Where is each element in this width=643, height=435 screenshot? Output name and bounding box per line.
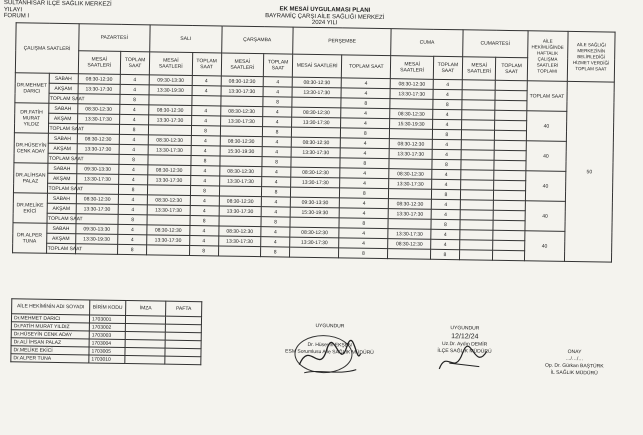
shift-hours-cell bbox=[147, 245, 190, 256]
schedule-table bbox=[12, 22, 616, 262]
doctor-name: DR.ALPER TUNA bbox=[13, 223, 47, 254]
doctor-row-unit-code: 1703002 bbox=[89, 323, 125, 332]
shift-total-cell: 8 bbox=[341, 98, 390, 109]
shift-label: AKŞAM bbox=[47, 203, 76, 213]
shift-hours-cell bbox=[390, 99, 433, 110]
shift-hours-cell bbox=[460, 180, 494, 191]
shift-label: SABAH bbox=[48, 103, 77, 113]
shift-total-cell: 4 bbox=[341, 118, 390, 129]
doctor-row bbox=[11, 354, 201, 365]
shift-hours-cell bbox=[459, 250, 493, 261]
shift-total-cell bbox=[494, 160, 525, 170]
shift-total-cell bbox=[495, 90, 526, 100]
shift-hours-cell: 08:30-12:30 bbox=[291, 167, 340, 178]
shift-total-cell: 4 bbox=[262, 167, 291, 177]
shift-label: TOPLAM SAAT bbox=[48, 93, 77, 103]
signature-1-role: UYGUNDUR bbox=[315, 322, 345, 330]
shift-hours-cell: 08:30-12:30 bbox=[77, 134, 120, 145]
shift-total-cell: 4 bbox=[340, 138, 389, 149]
shift-total-cell bbox=[495, 130, 526, 140]
shift-total-cell: 4 bbox=[191, 136, 220, 146]
header-monthly-total: AİLE SAĞLIĞI MERKEZİNİN BELİRLEDİĞİ HİZMET VERDİĞİ TOPLAM SAAT bbox=[567, 31, 615, 82]
day-header-tuesday: SALI bbox=[150, 25, 222, 53]
shift-total-cell: 8 bbox=[190, 156, 219, 166]
weekly-total-cell: 40 bbox=[524, 231, 565, 262]
weekly-total-cell: 40 bbox=[526, 111, 567, 142]
shift-hours-cell bbox=[462, 80, 496, 91]
shift-total-cell: 8 bbox=[340, 158, 389, 169]
shift-hours-cell: 13:30-17:30 bbox=[77, 114, 120, 125]
shift-hours-cell: 13:30-17:30 bbox=[148, 145, 191, 156]
doctors-header-name: AİLE HEKİMİNİN ADI SOYADI bbox=[12, 299, 90, 315]
doctor-row-unit-code: 1703003 bbox=[89, 331, 125, 340]
doctors-header-unit: BİRİM KODU bbox=[90, 300, 126, 316]
plan-subtitle: BAYRAMİÇ ÇARŞI AİLE SAĞLIĞI MERKEZİ bbox=[265, 13, 385, 22]
signature-1-name: Dr. Hüseyin EKŞEN bbox=[307, 341, 352, 349]
shift-total-cell: 4 bbox=[120, 74, 149, 84]
shift-total-cell: 4 bbox=[339, 208, 388, 219]
shift-hours-cell bbox=[388, 249, 431, 260]
shift-hours-cell: 08:30-12:30 bbox=[76, 194, 119, 205]
signature-3-name: Op. Dr. Gürkan BAŞTÜRK bbox=[544, 362, 604, 370]
shift-hours-cell: 15:30-19:30 bbox=[220, 146, 263, 157]
shift-hours-cell: 08:30-12:30 bbox=[147, 195, 190, 206]
shift-hours-cell bbox=[218, 246, 261, 257]
shift-total-cell: 4 bbox=[339, 228, 388, 239]
shift-hours-cell: 09:30-13:30 bbox=[75, 224, 118, 235]
shift-total-cell bbox=[494, 200, 525, 210]
doctor-row-name: Dr.ALPER TUNA bbox=[11, 354, 89, 363]
shift-total-cell: 8 bbox=[262, 127, 291, 137]
shift-total-cell: 4 bbox=[433, 79, 462, 89]
shift-label: SABAH bbox=[49, 73, 78, 83]
sub-hours: MESAİ SAATLERİ bbox=[292, 54, 342, 78]
shift-total-cell: 4 bbox=[340, 148, 389, 159]
shift-hours-cell: 13:30-19:30 bbox=[149, 85, 192, 96]
shift-total-cell: 4 bbox=[263, 117, 292, 127]
shift-total-cell: 4 bbox=[119, 174, 148, 184]
shift-total-cell: 4 bbox=[433, 109, 462, 119]
header-line-3: FORUM I bbox=[3, 13, 30, 20]
shift-label: SABAH bbox=[48, 133, 77, 143]
shift-total-cell: 4 bbox=[118, 224, 147, 234]
shift-label: AKŞAM bbox=[48, 143, 77, 153]
signature-2-title: İLÇE SAĞLIK MÜDÜRÜ bbox=[437, 347, 492, 355]
shift-hours-cell: 08:30-12:30 bbox=[148, 165, 191, 176]
shift-hours-cell: 08:30-12:30 bbox=[218, 226, 261, 237]
shift-total-cell bbox=[494, 150, 525, 160]
day-header-monday: PAZARTESİ bbox=[78, 24, 150, 52]
sub-total: TOPLAM SAAT bbox=[496, 57, 528, 80]
shift-hours-cell: 09:30-13:30 bbox=[76, 164, 119, 175]
sub-hours: MESAİ SAATLERİ bbox=[78, 51, 121, 75]
shift-hours-cell: 13:30-17:30 bbox=[78, 84, 121, 95]
shift-label: TOPLAM SAAT bbox=[47, 153, 76, 163]
shift-hours-cell: 13:30-17:30 bbox=[290, 237, 339, 248]
shift-hours-cell: 13:30-17:30 bbox=[389, 209, 432, 220]
shift-label: SABAH bbox=[46, 223, 75, 233]
shift-hours-cell: 08:30-12:30 bbox=[389, 169, 432, 180]
shift-hours-cell: 08:30-12:30 bbox=[77, 104, 120, 115]
shift-hours-cell bbox=[219, 156, 262, 167]
day-header-friday: CUMA bbox=[391, 29, 463, 57]
shift-hours-cell bbox=[460, 210, 494, 221]
shift-total-cell: 8 bbox=[339, 218, 388, 229]
shift-total-cell: 8 bbox=[431, 219, 460, 229]
shift-total-cell: 8 bbox=[120, 94, 149, 104]
shift-total-cell: 4 bbox=[263, 77, 292, 87]
shift-hours-cell bbox=[147, 215, 190, 226]
shift-total-cell: 8 bbox=[261, 217, 290, 227]
shift-total-cell: 4 bbox=[261, 237, 290, 247]
shift-total-cell bbox=[493, 240, 524, 250]
shift-total-cell: 4 bbox=[119, 164, 148, 174]
shift-total-cell: 4 bbox=[189, 226, 218, 236]
shift-label: TOPLAM SAAT bbox=[47, 213, 76, 223]
shift-total-cell: 4 bbox=[191, 146, 220, 156]
shift-hours-cell: 08:30-12:30 bbox=[147, 225, 190, 236]
shift-total-cell bbox=[494, 170, 525, 180]
shift-hours-cell: 08:30-12:30 bbox=[290, 227, 339, 238]
shift-hours-cell: 08:30-12:30 bbox=[389, 199, 432, 210]
shift-total-cell: 4 bbox=[341, 88, 390, 99]
shift-hours-cell: 13:30-17:30 bbox=[389, 149, 432, 160]
weekly-total-cell: TOPLAM SAAT bbox=[527, 81, 568, 112]
shift-hours-cell: 13:30-17:30 bbox=[147, 235, 190, 246]
shift-hours-cell: 13:30-17:30 bbox=[291, 177, 340, 188]
signature-2-name: Uz.Dr. Aydın DEMİR bbox=[441, 340, 488, 348]
shift-hours-cell bbox=[390, 129, 433, 140]
shift-total-cell: 4 bbox=[263, 87, 292, 97]
shift-hours-cell bbox=[461, 160, 495, 171]
doctor-row-unit-code: 1703004 bbox=[89, 339, 125, 348]
shift-label: AKŞAM bbox=[48, 113, 77, 123]
shift-total-cell: 4 bbox=[262, 137, 291, 147]
doctor-row-name: Dr.ALİ İHSAN PALAZ bbox=[11, 338, 89, 347]
shift-hours-cell: 13:30-17:30 bbox=[220, 116, 263, 127]
shift-hours-cell: 13:30-17:30 bbox=[291, 147, 340, 158]
shift-total-cell: 8 bbox=[190, 216, 219, 226]
shift-total-cell bbox=[496, 80, 527, 90]
shift-total-cell bbox=[493, 250, 524, 260]
shift-total-cell bbox=[493, 220, 524, 230]
doctor-name: DR.HÜSEYİN CENK ADAY bbox=[14, 133, 48, 164]
shift-hours-cell bbox=[220, 96, 263, 107]
shift-hours-cell: 13:30-17:30 bbox=[292, 117, 341, 128]
sub-hours: MESAİ SAATLERİ bbox=[462, 57, 496, 81]
doctor-row-name: Dr.HÜSEYİN CENK ADAY bbox=[11, 330, 89, 339]
shift-total-cell: 4 bbox=[190, 206, 219, 216]
shift-total-cell: 4 bbox=[430, 239, 459, 249]
shift-label: SABAH bbox=[47, 163, 76, 173]
shift-total-cell: 8 bbox=[340, 188, 389, 199]
shift-hours-cell: 09:30-13:30 bbox=[149, 75, 192, 86]
monthly-total-cell: 50 bbox=[564, 81, 614, 262]
shift-hours-cell: 13:30-17:30 bbox=[219, 206, 262, 217]
shift-hours-cell: 08:30-12:30 bbox=[292, 77, 341, 88]
day-header-thursday: PERŞEMBE bbox=[293, 27, 392, 56]
shift-total-cell: 8 bbox=[191, 126, 220, 136]
shift-total-cell: 4 bbox=[341, 108, 390, 119]
handwritten-signature-2 bbox=[434, 341, 495, 382]
shift-hours-cell: 13:30-17:30 bbox=[147, 205, 190, 216]
shift-hours-cell: 08:30-12:30 bbox=[148, 135, 191, 146]
shift-hours-cell bbox=[461, 170, 495, 181]
shift-hours-cell: 08:30-12:30 bbox=[388, 239, 431, 250]
shift-hours-cell bbox=[148, 185, 191, 196]
doctor-name: DR.MEHMET DARICI bbox=[15, 73, 49, 104]
plan-year: 2024 YILI bbox=[311, 19, 338, 27]
sub-total: TOPLAM SAAT bbox=[342, 55, 392, 79]
shift-hours-cell bbox=[388, 219, 431, 230]
shift-total-cell: 8 bbox=[261, 247, 290, 257]
shift-total-cell bbox=[191, 96, 220, 106]
shift-hours-cell bbox=[389, 189, 432, 200]
shift-total-cell: 8 bbox=[433, 99, 462, 109]
shift-total-cell bbox=[495, 110, 526, 120]
shift-total-cell: 4 bbox=[261, 207, 290, 217]
shift-total-cell: 4 bbox=[262, 177, 291, 187]
shift-hours-cell bbox=[460, 230, 494, 241]
doctor-row-unit-code: 1703001 bbox=[89, 315, 125, 324]
shift-total-cell: 4 bbox=[340, 198, 389, 209]
shift-total-cell: 4 bbox=[120, 84, 149, 94]
shift-total-cell: 4 bbox=[120, 104, 149, 114]
sub-hours: MESAİ SAATLERİ bbox=[221, 53, 264, 77]
shift-hours-cell: 13:30-17:30 bbox=[219, 176, 262, 187]
shift-total-cell: 4 bbox=[431, 229, 460, 239]
shift-hours-cell bbox=[148, 125, 191, 136]
shift-total-cell: 8 bbox=[119, 154, 148, 164]
sub-hours: MESAİ SAATLERİ bbox=[391, 56, 434, 80]
shift-total-cell: 4 bbox=[432, 169, 461, 179]
shift-total-cell bbox=[494, 180, 525, 190]
shift-hours-cell: 13:30-17:30 bbox=[218, 236, 261, 247]
shift-hours-cell: 08:30-12:30 bbox=[390, 139, 433, 150]
shift-label: TOPLAM SAAT bbox=[47, 183, 76, 193]
shift-total-cell bbox=[495, 100, 526, 110]
signature-3-title: İL SAĞLIK MÜDÜRÜ bbox=[550, 369, 598, 377]
shift-hours-cell bbox=[389, 159, 432, 170]
shift-total-cell: 8 bbox=[118, 214, 147, 224]
day-header-wednesday: ÇARŞAMBA bbox=[221, 26, 293, 54]
shift-hours-cell bbox=[460, 220, 494, 231]
shift-hours-cell: 08:30-12:30 bbox=[292, 107, 341, 118]
shift-total-cell: 8 bbox=[430, 249, 459, 259]
shift-total-cell: 8 bbox=[263, 97, 292, 107]
shift-total-cell: 4 bbox=[261, 197, 290, 207]
shift-hours-cell: 13:30-17:30 bbox=[76, 204, 119, 215]
shift-total-cell: 4 bbox=[431, 199, 460, 209]
shift-total-cell: 8 bbox=[432, 129, 461, 139]
shift-hours-cell bbox=[461, 130, 495, 141]
shift-hours-cell bbox=[148, 155, 191, 166]
shift-total-cell: 4 bbox=[341, 78, 390, 89]
signature-2-date: 12/12/24 bbox=[451, 333, 479, 341]
shift-hours-cell bbox=[219, 216, 262, 227]
doctor-name: DR.ALİHSAN PALAZ bbox=[13, 163, 47, 194]
weekly-total-cell: 40 bbox=[525, 201, 566, 232]
doctor-row-sheet bbox=[165, 356, 201, 365]
shift-total-cell: 4 bbox=[192, 76, 221, 86]
shift-total-cell: 8 bbox=[118, 244, 147, 254]
doctors-table bbox=[10, 298, 202, 365]
shift-total-cell: 4 bbox=[340, 168, 389, 179]
weekly-total-cell: 40 bbox=[526, 141, 567, 172]
shift-hours-cell bbox=[220, 126, 263, 137]
shift-total-cell: 4 bbox=[191, 116, 220, 126]
shift-total-cell: 4 bbox=[118, 194, 147, 204]
shift-total-cell: 4 bbox=[340, 178, 389, 189]
header-weekly-total: AİLE HEKİMLİĞİNDE HAFTALIK ÇALIŞMA SAATLERİ TOPLAMI bbox=[527, 31, 568, 82]
shift-total-cell: 8 bbox=[118, 184, 147, 194]
shift-total-cell bbox=[495, 120, 526, 130]
handwritten-signature-1 bbox=[294, 335, 365, 381]
shift-hours-cell: 08:30-12:30 bbox=[390, 109, 433, 120]
shift-total-cell: 4 bbox=[191, 106, 220, 116]
shift-hours-cell: 13:30-17:30 bbox=[148, 175, 191, 186]
shift-hours-cell: 15:30-19:30 bbox=[290, 207, 339, 218]
shift-hours-cell bbox=[461, 150, 495, 161]
shift-label: AKŞAM bbox=[47, 173, 76, 183]
shift-hours-cell: 15:30-19:30 bbox=[390, 119, 433, 130]
shift-hours-cell: 08:30-12:30 bbox=[78, 74, 121, 85]
shift-total-cell: 8 bbox=[432, 159, 461, 169]
shift-hours-cell bbox=[462, 100, 496, 111]
sub-hours: MESAİ SAATLERİ bbox=[149, 52, 192, 76]
day-header-saturday: CUMARTESİ bbox=[463, 30, 528, 58]
shift-total-cell: 4 bbox=[190, 166, 219, 176]
shift-label: AKŞAM bbox=[46, 233, 75, 243]
shift-total-cell: 4 bbox=[192, 86, 221, 96]
shift-total-cell: 8 bbox=[261, 187, 290, 197]
shift-total-cell: 4 bbox=[190, 176, 219, 186]
shift-hours-cell: 08:30-12:30 bbox=[221, 76, 264, 87]
shift-total-cell: 8 bbox=[190, 186, 219, 196]
sub-total: TOPLAM SAAT bbox=[192, 53, 221, 76]
shift-hours-cell bbox=[460, 190, 494, 201]
shift-hours-cell: 13:30-17:30 bbox=[76, 174, 119, 185]
shift-hours-cell bbox=[461, 140, 495, 151]
sub-total: TOPLAM SAAT bbox=[120, 51, 149, 74]
shift-label: TOPLAM SAAT bbox=[48, 123, 77, 133]
shift-total-cell: 4 bbox=[190, 196, 219, 206]
shift-total-cell: 8 bbox=[189, 246, 218, 256]
shift-total-cell: 4 bbox=[119, 134, 148, 144]
shift-total-cell: 8 bbox=[339, 248, 388, 259]
doctor-row-name: Dr.MELİKE EKİCİ bbox=[11, 346, 89, 355]
shift-total-cell: 8 bbox=[341, 128, 390, 139]
shift-hours-cell: 13:30-17:30 bbox=[221, 86, 264, 97]
header-line-1: SULTANHİSAR İLÇE SAĞLIK MERKEZİ bbox=[3, 0, 112, 8]
shift-total-cell: 8 bbox=[262, 157, 291, 167]
shift-hours-cell: 08:30-12:30 bbox=[291, 137, 340, 148]
header-worker-col: ÇALIŞMA SAATLERİ bbox=[15, 23, 78, 74]
doctor-name: DR.MELİKE EKİCİ bbox=[13, 193, 47, 224]
doctor-name: DR.FATİH MURAT YILDIZ bbox=[14, 103, 48, 134]
shift-total-cell: 4 bbox=[431, 179, 460, 189]
shift-total-cell bbox=[494, 210, 525, 220]
doctors-header-sheet: PAFTA bbox=[166, 301, 202, 317]
sub-total: TOPLAM SAAT bbox=[433, 56, 462, 79]
shift-hours-cell: 13:30-19:30 bbox=[75, 234, 118, 245]
signature-3-date: …/…/… bbox=[565, 355, 584, 363]
shift-total-cell: 4 bbox=[432, 139, 461, 149]
shift-hours-cell: 08:30-12:30 bbox=[219, 196, 262, 207]
shift-hours-cell bbox=[460, 240, 494, 251]
signature-3-role: ONAY bbox=[567, 348, 582, 356]
shift-total-cell bbox=[493, 230, 524, 240]
weekly-total-cell: 40 bbox=[525, 171, 566, 202]
shift-total-cell: 4 bbox=[118, 234, 147, 244]
shift-label: SABAH bbox=[47, 193, 76, 203]
shift-total-cell: 4 bbox=[432, 119, 461, 129]
shift-total-cell: 4 bbox=[189, 236, 218, 246]
shift-hours-cell: 13:30-17:30 bbox=[388, 229, 431, 240]
shift-hours-cell bbox=[290, 247, 339, 258]
shift-hours-cell bbox=[461, 120, 495, 131]
shift-hours-cell: 08:30-12:30 bbox=[149, 105, 192, 116]
shift-hours-cell bbox=[219, 186, 262, 197]
sub-total: TOPLAM SAAT bbox=[263, 54, 292, 77]
shift-total-cell bbox=[495, 140, 526, 150]
shift-hours-cell: 13:30-17:30 bbox=[390, 89, 433, 100]
doctors-header-signature: İMZA bbox=[126, 301, 166, 317]
shift-hours-cell: 08:30-12:30 bbox=[220, 106, 263, 117]
shift-hours-cell: 13:30-17:30 bbox=[292, 87, 341, 98]
shift-total-cell bbox=[494, 190, 525, 200]
shift-hours-cell: 09:30-13:30 bbox=[290, 197, 339, 208]
header-line-2: YILAYI bbox=[3, 7, 23, 14]
doctor-row-name: Dr.MEHMET DARICI bbox=[11, 314, 89, 323]
shift-hours-cell bbox=[462, 90, 496, 101]
shift-hours-cell: 08:30-12:30 bbox=[391, 79, 434, 90]
shift-hours-cell: 13:30-17:30 bbox=[149, 115, 192, 126]
shift-total-cell: 8 bbox=[119, 124, 148, 134]
shift-total-cell: 8 bbox=[431, 189, 460, 199]
shift-label: TOPLAM SAAT bbox=[46, 243, 75, 253]
shift-total-cell: 4 bbox=[431, 209, 460, 219]
shift-total-cell: 4 bbox=[118, 204, 147, 214]
doctor-row-unit-code: 1703005 bbox=[89, 347, 125, 356]
signature-1-title: ESM Sorumlusu Aile SAĞLIK MÜDÜRÜ bbox=[285, 348, 374, 356]
shift-total-cell: 4 bbox=[433, 89, 462, 99]
shift-hours-cell bbox=[462, 110, 496, 121]
signature-2-role: UYGUNDUR bbox=[450, 325, 480, 332]
shift-total-cell: 4 bbox=[261, 227, 290, 237]
doctor-row-signature bbox=[125, 356, 165, 365]
doctor-row-unit-code: 1703010 bbox=[89, 355, 125, 364]
shift-total-cell: 4 bbox=[119, 144, 148, 154]
shift-hours-cell bbox=[149, 95, 192, 106]
shift-hours-cell: 13:30-17:30 bbox=[389, 179, 432, 190]
shift-total-cell: 4 bbox=[262, 147, 291, 157]
shift-total-cell: 4 bbox=[120, 114, 149, 124]
shift-total-cell: 4 bbox=[339, 238, 388, 249]
plan-title: EK MESAİ UYGULAMASI PLANI bbox=[279, 6, 371, 14]
shift-hours-cell: 13:30-17:30 bbox=[77, 144, 120, 155]
shift-hours-cell: 08:30-12:30 bbox=[220, 136, 263, 147]
shift-label: AKŞAM bbox=[49, 83, 78, 93]
shift-total-cell: 4 bbox=[263, 107, 292, 117]
shift-hours-cell bbox=[460, 200, 494, 211]
shift-total-cell: 4 bbox=[432, 149, 461, 159]
signature-block-3 bbox=[534, 348, 614, 377]
shift-hours-cell: 08:30-12:30 bbox=[219, 166, 262, 177]
doctor-row-name: Dr.FATİH MURAT YILDIZ bbox=[11, 322, 89, 331]
